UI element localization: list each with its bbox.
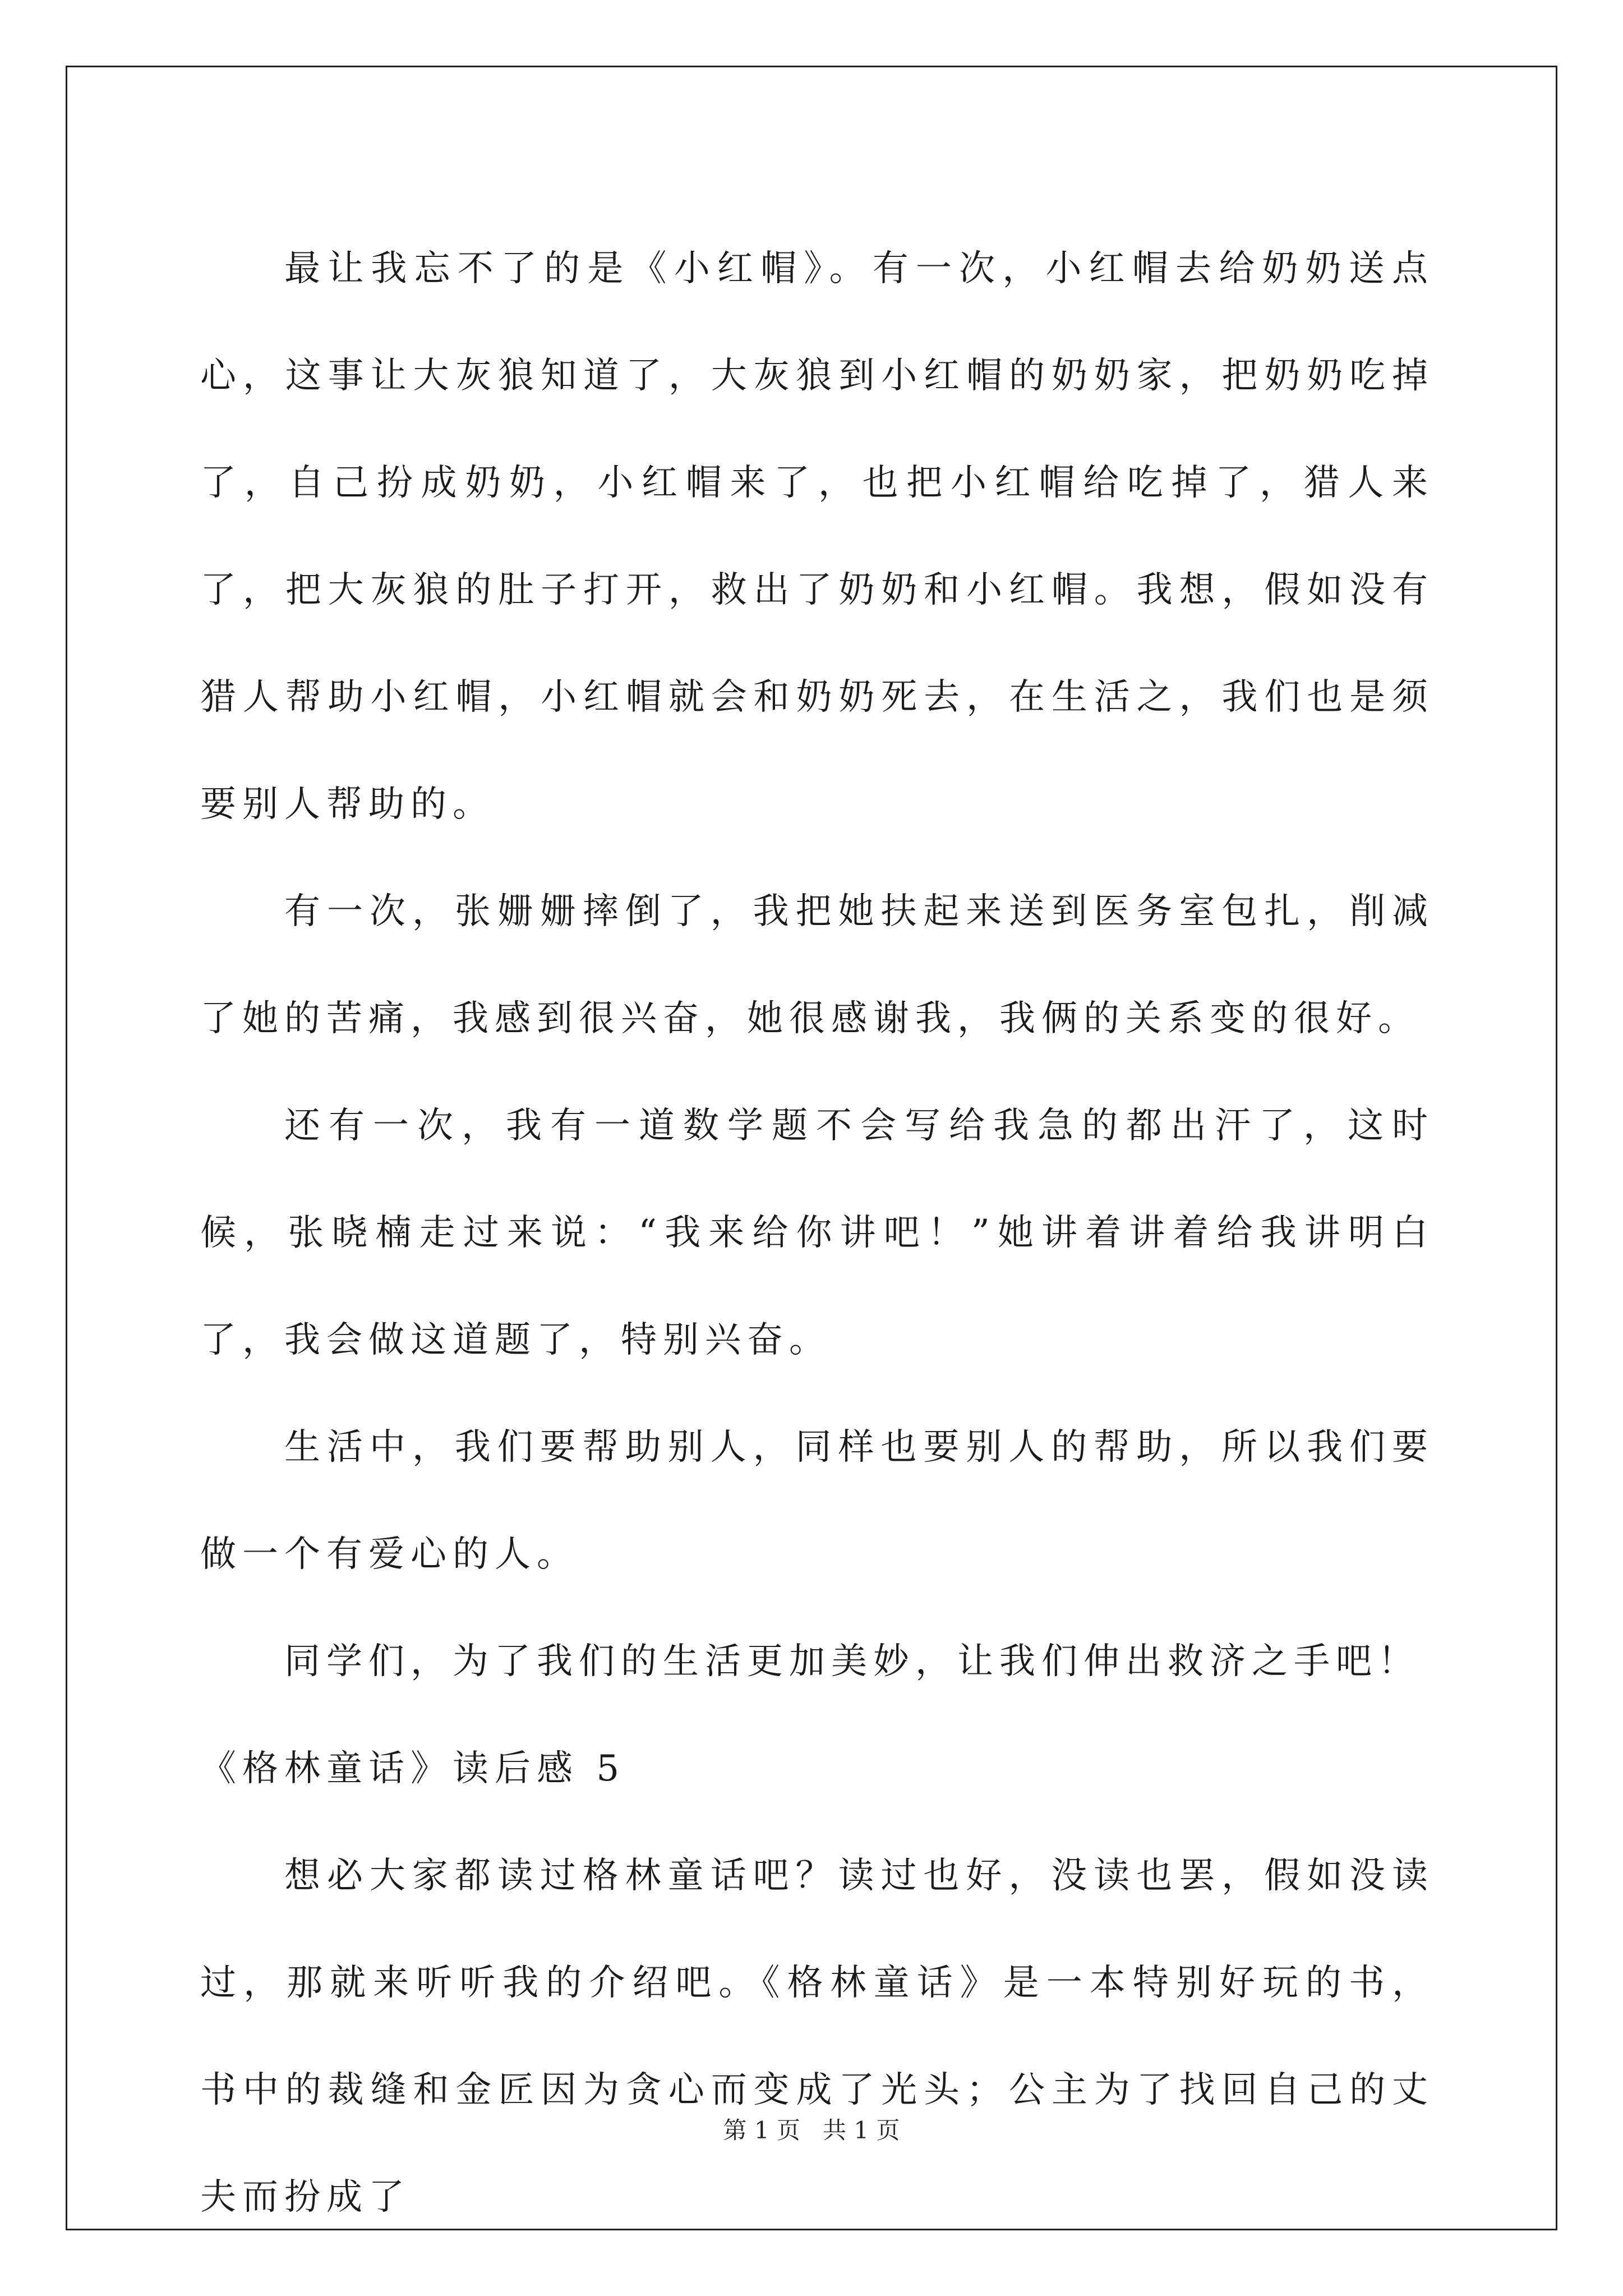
paragraph: 最让我忘不了的是《小红帽》。有一次，小红帽去给奶奶送点心，这事让大灰狼知道了，大灰狼到小红帽的奶奶家，把奶奶吃掉了，自己扮成奶奶，小红帽来了，也把小红帽给吃掉了，猎人来了，把大灰狼的肚子打开，救出了奶奶和小红帽。我想，假如没有猎人帮助小红帽，小红帽就会和奶奶死去，在生活之，我们也是须要别人帮助的。 [200, 248, 1434, 825]
paragraph: 同学们，为了我们的生活更加美妙，让我们伸出救济之手吧！ [284, 1641, 1420, 1682]
document-body [200, 215, 1434, 2251]
section-heading: 《格林童话》读后感 5 [200, 1748, 626, 1789]
paragraph: 有一次，张姗姗摔倒了，我把她扶起来送到医务室包扎，削减了她的苦痛，我感到很兴奋，她很感谢我，我俩的关系变的很好。 [200, 891, 1434, 1039]
paragraph: 还有一次，我有一道数学题不会写给我急的都出汗了，这时候，张晓楠走过来说：“我来给你讲吧！”她讲着讲着给我讲明白了，我会做这道题了，特别兴奋。 [200, 1105, 1434, 1361]
paragraph: 生活中，我们要帮助别人，同样也要别人的帮助，所以我们要做一个有爱心的人。 [200, 1427, 1434, 1575]
paragraph: 想必大家都读过格林童话吧？读过也好，没读也罢，假如没读过，那就来听听我的介绍吧。《格林童话》是一本特别好玩的书，书中的裁缝和金匠因为贪心而变成了光头；公主为了找回自己的丈夫而扮成了 [200, 1855, 1434, 2218]
page-number-footer: 第 1 页 共 1 页 [723, 2116, 900, 2144]
